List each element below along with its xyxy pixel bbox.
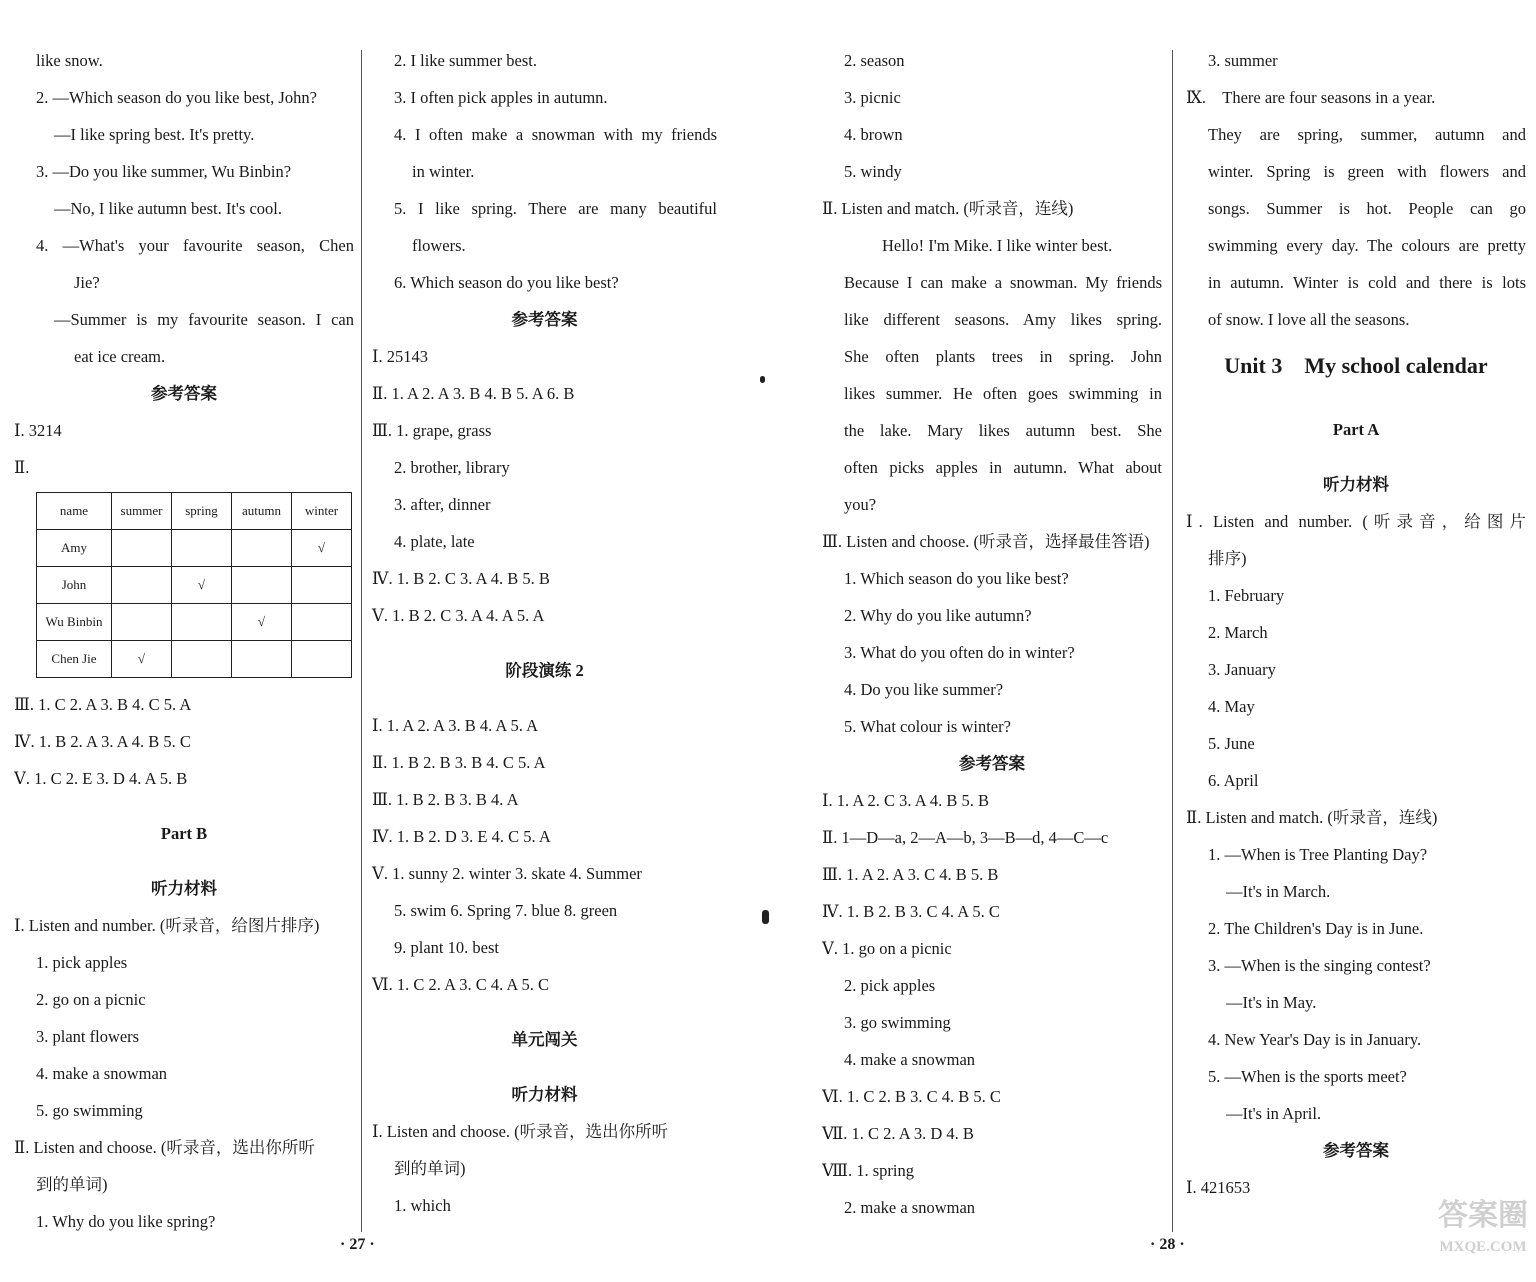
column-4 xyxy=(1186,42,1526,1206)
answer-line: Ⅳ. 1. B 2. A 3. A 4. B 5. C xyxy=(14,732,191,751)
text-line: 2. The Children's Day is in June. xyxy=(1208,919,1424,938)
text-line: 2. —Which season do you like best, John? xyxy=(36,88,317,107)
text-line: 5. June xyxy=(1208,734,1255,753)
unit-heading: 单元闯关 xyxy=(511,1030,578,1049)
text-line: Because I can make a snowman. My friends xyxy=(844,273,1162,292)
table-cell xyxy=(112,567,172,604)
answer-line: Ⅰ. 1. A 2. A 3. B 4. A 5. A xyxy=(372,716,539,735)
table-cell: √ xyxy=(232,604,292,641)
table-cell: √ xyxy=(112,641,172,678)
table-cell xyxy=(112,604,172,641)
table-row xyxy=(37,530,352,567)
text-line: 1. February xyxy=(1208,586,1285,605)
text-line: —It's in March. xyxy=(1226,882,1331,901)
page-number: · 28 · xyxy=(1150,1236,1185,1253)
answer-line: Ⅷ. 1. spring xyxy=(822,1161,914,1180)
table-cell xyxy=(172,530,232,567)
table-header-row xyxy=(37,493,352,530)
text-line: Ⅲ. Listen and choose. (听录音，选择最佳答语) xyxy=(822,532,1150,551)
text-line: 2. Why do you like autumn? xyxy=(844,606,1032,625)
listening-heading: 听力材料 xyxy=(151,879,217,898)
text-line: 到的单词) xyxy=(394,1159,466,1178)
text-line: 4. New Year's Day is in January. xyxy=(1208,1030,1422,1049)
text-line: flowers. xyxy=(412,236,466,255)
answer-line: Ⅳ. 1. B 2. C 3. A 4. B 5. B xyxy=(372,569,550,588)
scan-speck xyxy=(762,910,769,924)
text-line: often picks apples in autumn. What about xyxy=(844,458,1162,477)
text-line: 3. —Do you like summer, Wu Binbin? xyxy=(36,162,292,181)
table-cell xyxy=(292,604,352,641)
answer-line: Ⅲ. 1. grape, grass xyxy=(372,421,492,440)
column-3 xyxy=(822,42,1162,1226)
table-header-cell: spring xyxy=(172,493,232,530)
table-cell: Chen Jie xyxy=(37,641,112,678)
column-divider xyxy=(1172,50,1173,1232)
table-cell xyxy=(172,604,232,641)
text-line: 6. April xyxy=(1208,771,1259,790)
scan-speck xyxy=(760,376,765,383)
text-line: 4. Do you like summer? xyxy=(844,680,1004,699)
answer-line: 5. swim 6. Spring 7. blue 8. green xyxy=(394,901,618,920)
part-heading: Part B xyxy=(160,824,208,843)
text-line: likes summer. He often goes swimming in xyxy=(844,384,1162,403)
answer-line: Ⅲ. 1. B 2. B 3. B 4. A xyxy=(372,790,519,809)
answer-line: Ⅲ. 1. A 2. A 3. C 4. B 5. B xyxy=(822,865,999,884)
text-line: in winter. xyxy=(412,162,475,181)
unit-title: Unit 3 My school calendar xyxy=(1224,353,1488,378)
text-line: 1. Which season do you like best? xyxy=(844,569,1069,588)
answer-line: Ⅱ. 1. A 2. A 3. B 4. B 5. A 6. B xyxy=(372,384,575,403)
text-line: 2. I like summer best. xyxy=(394,51,537,70)
text-line: 3. January xyxy=(1208,660,1276,679)
text-line: They are spring, summer, autumn and xyxy=(1208,125,1526,144)
text-line: 5. go swimming xyxy=(36,1101,143,1120)
table-cell: √ xyxy=(292,530,352,567)
table-cell: √ xyxy=(172,567,232,604)
text-line: 1. —When is Tree Planting Day? xyxy=(1208,845,1428,864)
answer-line: 2. brother, library xyxy=(394,458,510,477)
answer-line: Ⅵ. 1. C 2. B 3. C 4. B 5. C xyxy=(822,1087,1001,1106)
answer-table xyxy=(36,492,352,678)
answer-line: 3. go swimming xyxy=(844,1013,951,1032)
answer-line: 2. pick apples xyxy=(844,976,936,995)
answers-heading: 参考答案 xyxy=(511,310,578,329)
answer-line: Ⅰ. 3214 xyxy=(14,421,62,440)
answer-line: Ⅱ. xyxy=(14,458,30,477)
answers-heading: 参考答案 xyxy=(959,754,1025,773)
answers-heading: 参考答案 xyxy=(151,384,217,403)
text-line: 5. windy xyxy=(844,162,902,181)
text-line: 4. brown xyxy=(844,125,903,144)
text-line: —I like spring best. It's pretty. xyxy=(54,125,255,144)
answer-line: Ⅰ. 421653 xyxy=(1186,1178,1251,1197)
table-cell xyxy=(232,530,292,567)
answer-line: 3. after, dinner xyxy=(394,495,491,514)
answer-line: Ⅱ. 1—D—a, 2—A—b, 3—B—d, 4—C—c xyxy=(822,828,1109,847)
text-line: 4. make a snowman xyxy=(36,1064,168,1083)
page-number: · 27 · xyxy=(340,1236,375,1253)
table-header-cell: winter xyxy=(292,493,352,530)
answer-line: Ⅰ. 25143 xyxy=(372,347,429,366)
text-line: Ⅰ. Listen and number. (听录音，给图片 xyxy=(1186,512,1526,531)
table-cell: Wu Binbin xyxy=(37,604,112,641)
text-line: 2. go on a picnic xyxy=(36,990,146,1009)
text-line: 4. May xyxy=(1208,697,1255,716)
table-header-cell: summer xyxy=(112,493,172,530)
text-line: 3. —When is the singing contest? xyxy=(1208,956,1431,975)
text-line: you? xyxy=(844,495,877,514)
answer-line: Ⅴ. 1. C 2. E 3. D 4. A 5. B xyxy=(14,769,188,788)
answer-line: Ⅳ. 1. B 2. D 3. E 4. C 5. A xyxy=(372,827,551,846)
answer-line: Ⅶ. 1. C 2. A 3. D 4. B xyxy=(822,1124,974,1143)
answer-line: Ⅴ. 1. B 2. C 3. A 4. A 5. A xyxy=(372,606,545,625)
watermark-url: MXQE.COM xyxy=(1439,1239,1527,1255)
text-line: 排序) xyxy=(1208,549,1247,568)
text-line: 到的单词) xyxy=(36,1175,108,1194)
answer-line: 2. make a snowman xyxy=(844,1198,976,1217)
text-line: swimming every day. The colours are pretty xyxy=(1208,236,1526,255)
text-line: 1. Why do you like spring? xyxy=(36,1212,216,1231)
answer-line: 4. make a snowman xyxy=(844,1050,976,1069)
text-line: 5. I like spring. There are many beautiful xyxy=(394,199,717,218)
watermark-text: 答案圈 xyxy=(1438,1199,1528,1232)
answer-line: Ⅲ. 1. C 2. A 3. B 4. C 5. A xyxy=(14,695,192,714)
text-line: 3. summer xyxy=(1208,51,1278,70)
table-cell xyxy=(172,641,232,678)
part-heading: Part A xyxy=(1332,420,1380,439)
text-line: Ⅸ. There are four seasons in a year. xyxy=(1186,88,1436,107)
answers-heading: 参考答案 xyxy=(1323,1141,1389,1160)
watermark-logo xyxy=(1436,1196,1530,1276)
text-line: the lake. Mary likes autumn best. She xyxy=(844,421,1162,440)
text-line: 5. What colour is winter? xyxy=(844,717,1011,736)
table-cell xyxy=(232,641,292,678)
answer-line: Ⅵ. 1. C 2. A 3. C 4. A 5. C xyxy=(372,975,550,994)
text-line: —It's in April. xyxy=(1226,1104,1322,1123)
text-line: of snow. I love all the seasons. xyxy=(1208,310,1410,329)
text-line: Jie? xyxy=(74,273,100,292)
answer-line: Ⅴ. 1. sunny 2. winter 3. skate 4. Summer xyxy=(372,864,642,883)
answer-line: Ⅳ. 1. B 2. B 3. C 4. A 5. C xyxy=(822,902,1000,921)
answer-line: 9. plant 10. best xyxy=(394,938,499,957)
text-line: songs. Summer is hot. People can go xyxy=(1208,199,1526,218)
text-line: 1. pick apples xyxy=(36,953,128,972)
text-line: Ⅱ. Listen and match. (听录音，连线) xyxy=(822,199,1074,218)
text-line: like snow. xyxy=(36,51,103,70)
text-line: 2. March xyxy=(1208,623,1268,642)
text-line: in autumn. Winter is cold and there is lots xyxy=(1208,273,1526,292)
text-line: 2. season xyxy=(844,51,905,70)
listening-heading: 听力材料 xyxy=(511,1085,578,1104)
text-line: 5. —When is the sports meet? xyxy=(1208,1067,1407,1086)
table-cell: Amy xyxy=(37,530,112,567)
table-header-cell: autumn xyxy=(232,493,292,530)
text-line: 6. Which season do you like best? xyxy=(394,273,619,292)
answer-line: 4. plate, late xyxy=(394,532,475,551)
table-cell xyxy=(292,567,352,604)
text-line: 3. I often pick apples in autumn. xyxy=(394,88,608,107)
text-line: like different seasons. Amy likes spring. xyxy=(844,310,1162,329)
text-line: Hello! I'm Mike. I like winter best. xyxy=(882,236,1113,255)
column-2 xyxy=(372,42,717,1224)
text-line: Ⅰ. Listen and number. (听录音，给图片排序) xyxy=(14,916,320,935)
listening-heading: 听力材料 xyxy=(1323,475,1389,494)
answer-line: Ⅱ. 1. B 2. B 3. B 4. C 5. A xyxy=(372,753,546,772)
text-line: Ⅱ. Listen and match. (听录音，连线) xyxy=(1186,808,1438,827)
text-line: 4. —What's your favourite season, Chen xyxy=(36,236,354,255)
text-line: Ⅱ. Listen and choose. (听录音，选出你所听 xyxy=(14,1138,315,1157)
text-line: 3. What do you often do in winter? xyxy=(844,643,1075,662)
table-row xyxy=(37,567,352,604)
table-row xyxy=(37,641,352,678)
text-line: 3. plant flowers xyxy=(36,1027,140,1046)
table-cell: John xyxy=(37,567,112,604)
text-line: —Summer is my favourite season. I can xyxy=(54,310,354,329)
text-line: winter. Spring is green with flowers and xyxy=(1208,162,1526,181)
text-line: 3. picnic xyxy=(844,88,901,107)
text-line: 4. I often make a snowman with my friends xyxy=(394,125,717,144)
table-header-cell: name xyxy=(37,493,112,530)
table-row xyxy=(37,604,352,641)
text-line: Ⅰ. Listen and choose. (听录音，选出你所听 xyxy=(372,1122,669,1141)
answer-line: Ⅴ. 1. go on a picnic xyxy=(822,939,952,958)
stage-heading: 阶段演练 2 xyxy=(505,661,584,680)
text-line: —It's in May. xyxy=(1226,993,1317,1012)
text-line: 1. which xyxy=(394,1196,451,1215)
text-line: She often plants trees in spring. John xyxy=(844,347,1162,366)
column-1 xyxy=(14,42,354,1240)
column-divider xyxy=(361,50,362,1232)
table-cell xyxy=(292,641,352,678)
text-line: eat ice cream. xyxy=(74,347,166,366)
answer-line: Ⅰ. 1. A 2. C 3. A 4. B 5. B xyxy=(822,791,989,810)
table-cell xyxy=(112,530,172,567)
table-cell xyxy=(232,567,292,604)
text-line: —No, I like autumn best. It's cool. xyxy=(54,199,282,218)
